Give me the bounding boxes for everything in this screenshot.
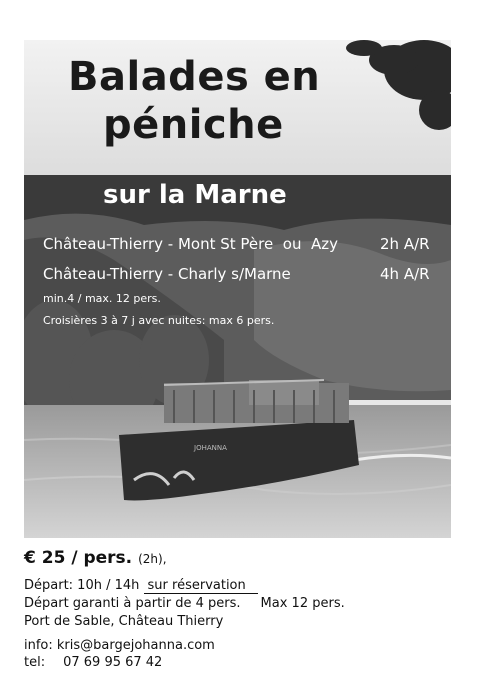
capacity-note: min.4 / max. 12 pers. bbox=[43, 292, 161, 305]
phone-line bbox=[24, 655, 162, 670]
phone-number: 07 69 95 67 42 bbox=[63, 655, 163, 670]
price-line bbox=[24, 548, 167, 568]
route-label: Château-Thierry - Mont St Père ou Azy bbox=[43, 235, 338, 253]
boat-name-label: JOHANNA bbox=[194, 444, 227, 452]
max-capacity: Max 12 pers. bbox=[260, 596, 345, 611]
reservation-note: sur réservation bbox=[144, 578, 258, 594]
departure-times: Départ: 10h / 14h bbox=[24, 578, 140, 593]
route-label: Château-Thierry - Charly s/Marne bbox=[43, 265, 291, 283]
cruise-note: Croisières 3 à 7 j avec nuites: max 6 pers. bbox=[43, 314, 275, 327]
price: € 25 / pers. bbox=[24, 548, 133, 568]
route-duration: 4h A/R bbox=[380, 265, 430, 283]
price-note: (2h), bbox=[138, 552, 167, 566]
title-line-3: sur la Marne bbox=[103, 180, 287, 210]
poster-photo bbox=[24, 40, 451, 538]
email-line: info: kris@bargejohanna.com bbox=[24, 638, 215, 653]
route-duration: 2h A/R bbox=[380, 235, 430, 253]
departure-line bbox=[24, 578, 258, 593]
location-line: Port de Sable, Château Thierry bbox=[24, 614, 224, 629]
guarantee-line bbox=[24, 596, 345, 611]
guarantee-text: Départ garanti à partir de 4 pers. bbox=[24, 596, 241, 611]
route-mont-st-pere bbox=[43, 235, 430, 253]
title-line-2: péniche bbox=[103, 102, 284, 148]
route-charly bbox=[43, 265, 430, 283]
title-line-1: Balades en bbox=[68, 54, 321, 100]
phone-label: tel: bbox=[24, 655, 46, 670]
